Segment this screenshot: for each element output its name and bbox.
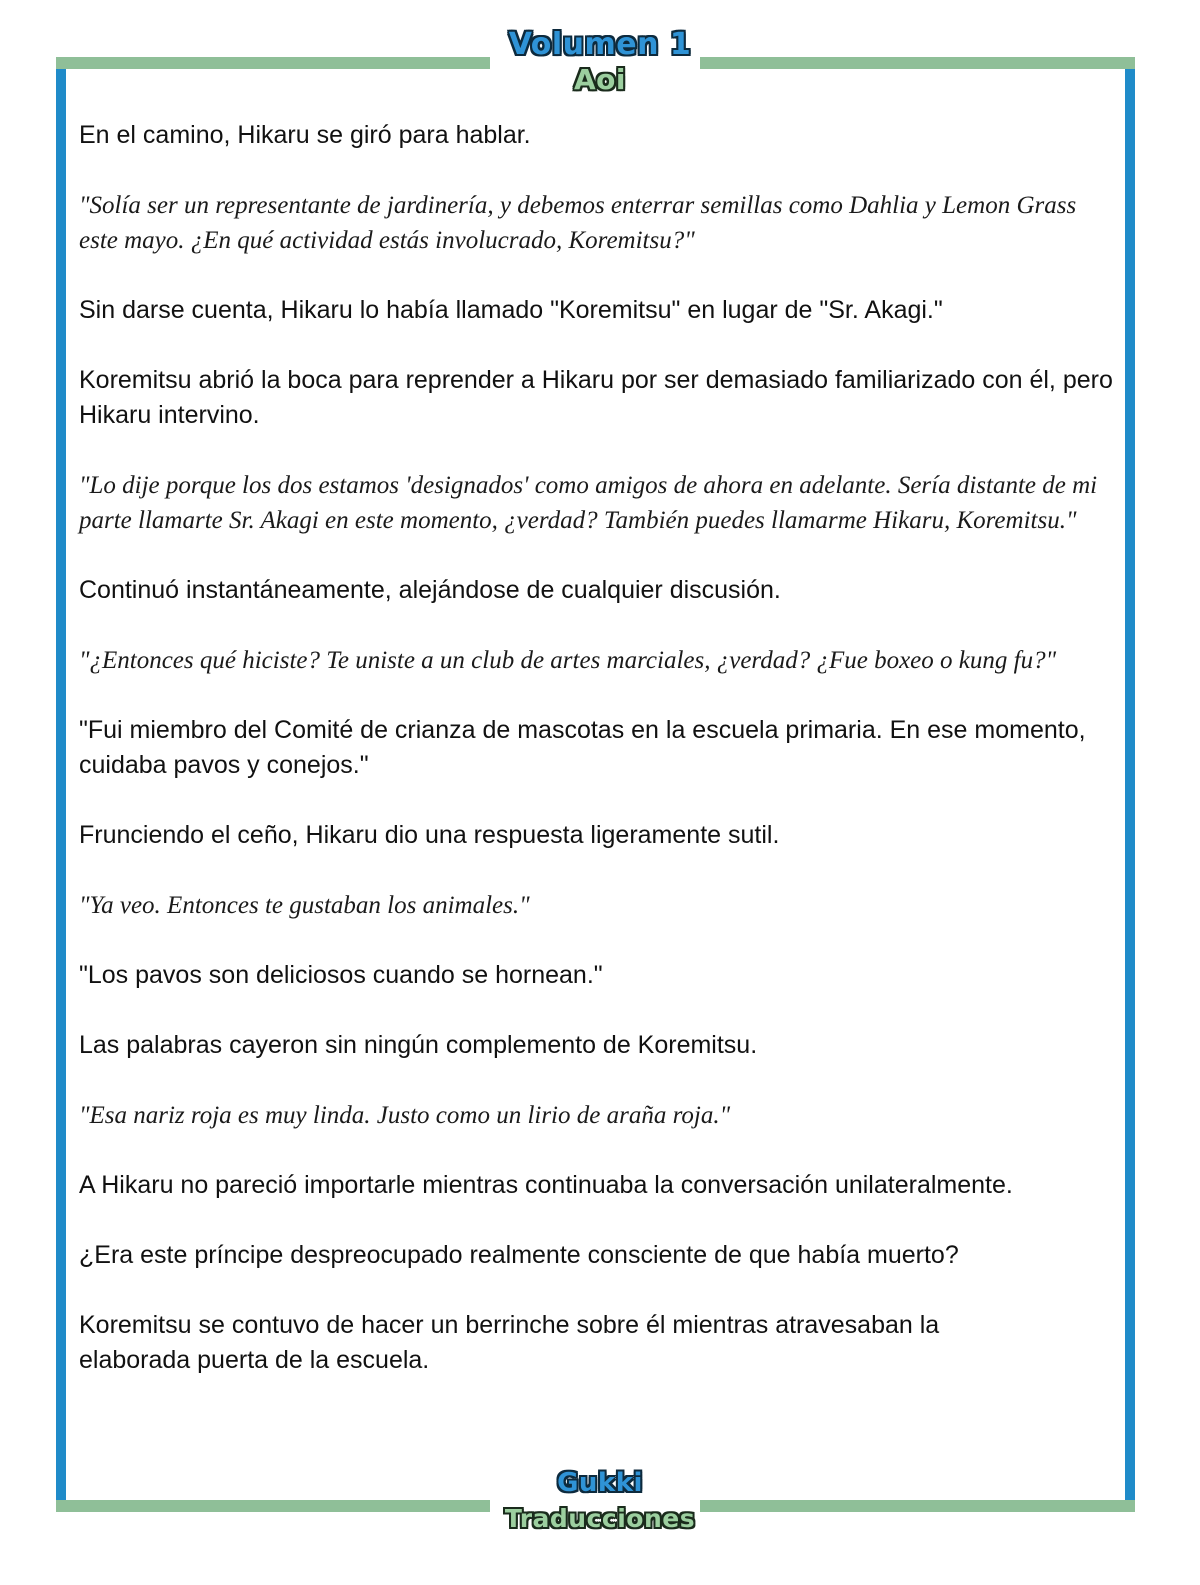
paragraph-dialogue: "Solía ser un representante de jardinería, y debemos enterrar semillas como Dahlia y Lemon Grass este mayo. ¿En qué actividad estás involucrado, Koremitsu?"	[79, 192, 1077, 254]
paragraph: "Los pavos son deliciosos cuando se hornean."	[79, 961, 603, 989]
paragraph: A Hikaru no pareció importarle mientras continuaba la conversación unilateralmente.	[79, 1171, 1013, 1199]
chapter-title: Aoi	[573, 63, 626, 96]
paragraph: "Fui miembro del Comité de crianza de mascotas en la escuela primaria. En ese momento, cuidaba pavos y conejos."	[79, 716, 1086, 779]
paragraph: Las palabras cayeron sin ningún complemento de Koremitsu.	[79, 1031, 758, 1059]
paragraph-dialogue: "Ya veo. Entonces te gustaban los animales."	[79, 892, 530, 919]
frame-left-border	[56, 69, 66, 1500]
paragraph: ¿Era este príncipe despreocupado realmente consciente de que había muerto?	[79, 1241, 959, 1269]
translator-group-name: Gukki	[557, 1468, 643, 1498]
frame-right-border	[1125, 69, 1135, 1500]
paragraph-dialogue: "Lo dije porque los dos estamos 'designados' como amigos de ahora en adelante. Sería distante de mi parte llamarte Sr. Akagi en este momento, ¿verdad? También puedes llamarme Hikaru, Koremitsu."	[79, 472, 1098, 534]
paragraph: Koremitsu abrió la boca para reprender a Hikaru por ser demasiado familiarizado con él, pero Hikaru intervino.	[79, 366, 1113, 429]
paragraph-dialogue: "Esa nariz roja es muy linda. Justo como un lirio de araña roja."	[79, 1102, 731, 1129]
paragraph: Sin darse cuenta, Hikaru lo había llamado "Koremitsu" en lugar de "Sr. Akagi."	[79, 296, 943, 324]
paragraph-dialogue: "¿Entonces qué hiciste? Te uniste a un club de artes marciales, ¿verdad? ¿Fue boxeo o kung fu?"	[79, 647, 1057, 674]
volume-label: Volumen 1	[508, 27, 692, 62]
translator-group-subtitle: Traducciones	[504, 1504, 696, 1533]
page-body	[79, 118, 1115, 1378]
paragraph: Frunciendo el ceño, Hikaru dio una respuesta ligeramente sutil.	[79, 821, 780, 849]
paragraph: Continuó instantáneamente, alejándose de cualquier discusión.	[79, 576, 781, 604]
paragraph: En el camino, Hikaru se giró para hablar.	[79, 121, 531, 149]
paragraph: Koremitsu se contuvo de hacer un berrinche sobre él mientras atravesaban la elaborada puerta de la escuela.	[79, 1311, 940, 1374]
